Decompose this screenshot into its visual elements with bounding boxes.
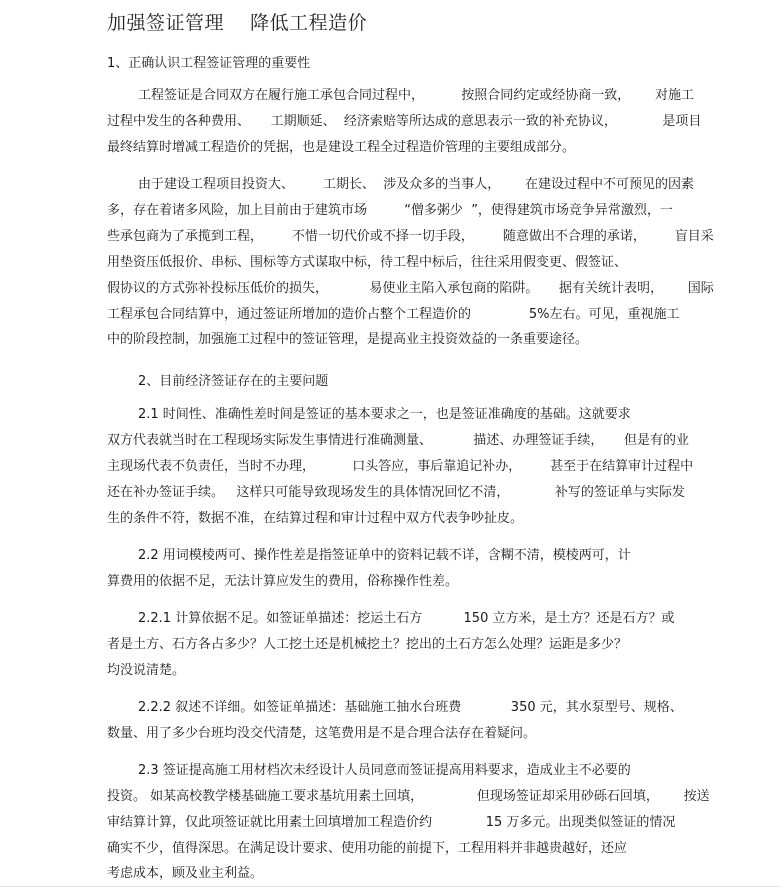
paragraph-line: 双方代表就当时在工程现场实际发生事情进行准确测量、 描述、办理签证手续， 但是有的业	[107, 433, 689, 448]
section-heading-2: 2、目前经济签证存在的主要问题	[138, 374, 329, 389]
paragraph-line: 投资。 如某高校教学楼基础施工要求基坑用素土回填， 但现场签证却采用砂砾石回填， 按送	[107, 789, 710, 804]
section-heading-1: 1、正确认识工程签证管理的重要性	[107, 56, 311, 71]
page-divider	[0, 886, 781, 887]
paragraph-line: 多，存在着诸多风险，加上目前由于建筑市场 “僧多粥少 ”，使得建筑市场竞争异常激烈，一	[107, 203, 673, 218]
paragraph-line: 工程承包合同结算中，通过签证所增加的造价占整个工程造价的 5%左右。可见，重视施工	[107, 307, 680, 322]
paragraph-line: 均没说清楚。	[107, 663, 186, 678]
paragraph-line: 过程中发生的各种费用、 工期顺延、 经济索赔等所达成的意思表示一致的补充协议， 是项目	[107, 114, 702, 129]
paragraph-line: 主现场代表不负责任，当时不办理， 口头答应，事后靠追记补办， 甚至于在结算审计过程中	[107, 459, 694, 474]
document-title: 加强签证管理 降低工程造价	[107, 12, 368, 34]
paragraph-line: 假协议的方式弥补投标压低价的损失， 易使业主陷入承包商的陷阱。 据有关统计表明， 国际	[107, 281, 714, 296]
paragraph-line: 确实不少，值得深思。在满足设计要求、使用功能的前提下，工程用料并非越贵越好，还应	[107, 841, 628, 856]
paragraph-line: 生的条件不符，数据不准，在结算过程和审计过程中双方代表争吵扯皮。	[107, 511, 524, 526]
paragraph-line: 还在补办签证手续。 这样只可能导致现场发生的具体情况回忆不清， 补写的签证单与实际发	[107, 485, 685, 500]
paragraph-line: 2.1 时间性、准确性差时间是签证的基本要求之一，也是签证准确度的基础。这就要求	[138, 407, 631, 422]
paragraph-line: 数量、用了多少台班均没交代清楚，这笔费用是不是合理合法存在着疑问。	[107, 726, 537, 741]
paragraph-line: 2.2.2 叙述不详细。如签证单描述：基础施工抽水台班费 350 元，其水泵型号、规格、	[138, 700, 683, 715]
paragraph-line: 由于建设工程项目投资大、 工期长、 涉及众多的当事人， 在建设过程中不可预见的因素	[138, 177, 694, 192]
paragraph-line: 考虑成本，顾及业主利益。	[107, 866, 264, 881]
paragraph-line: 2.2.1 计算依据不足。如签证单描述：挖运土石方 150 立方米，是土方？还是石方？或	[138, 611, 675, 626]
paragraph-line: 2.2 用词模棱两可、操作性差是指签证单中的资料记载不详，含糊不清，模棱两可，计	[138, 548, 631, 563]
paragraph-line: 用垫资压低报价、串标、围标等方式谋取中标，待工程中标后，往往采用假变更、假签证、	[107, 255, 628, 270]
paragraph-line: 些承包商为了承揽到工程， 不惜一切代价或不择一切手段， 随意做出不合理的承诺， 盲目采	[107, 229, 714, 244]
paragraph-line: 工程签证是合同双方在履行施工承包合同过程中， 按照合同约定或经协商一致， 对施工	[138, 88, 694, 103]
paragraph-line: 审结算计算，仅此项签证就比用素土回填增加工程造价约 15 万多元。出现类似签证的情况	[107, 815, 676, 830]
paragraph-line: 2.3 签证提高施工用材档次未经设计人员同意而签证提高用料要求，造成业主不必要的	[138, 763, 631, 778]
paragraph-line: 算费用的依据不足，无法计算应发生的费用，俗称操作性差。	[107, 574, 459, 589]
paragraph-line: 者是土方、石方各占多少？人工挖土还是机械挖土？挖出的土石方怎么处理？运距是多少？	[107, 637, 628, 652]
paragraph-line: 最终结算时增减工程造价的凭据，也是建设工程全过程造价管理的主要组成部分。	[107, 140, 576, 155]
paragraph-line: 中的阶段控制，加强施工过程中的签证管理，是提高业主投资效益的一条重要途径。	[107, 332, 589, 347]
